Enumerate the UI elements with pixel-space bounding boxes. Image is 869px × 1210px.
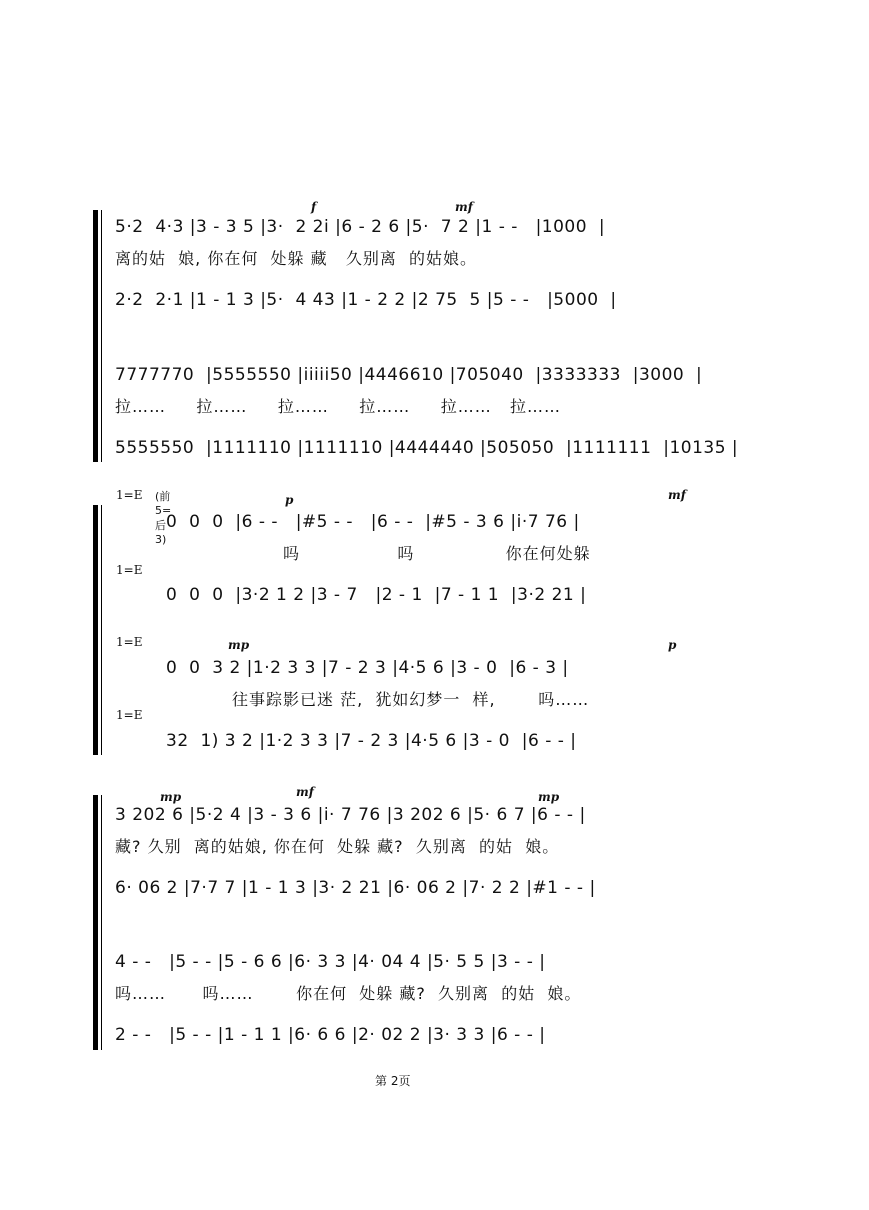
staff-line-alto: 6· 06 2 |7·7 7 |1 - 1 3 |3· 2 21 |6· 06 2 |7· 2 2 |#1 - - | xyxy=(115,878,596,898)
lyric-line: 拉…… 拉…… 拉…… 拉…… 拉…… 拉…… xyxy=(115,397,561,416)
staff-line-soprano: 0 0 0 |6 - - |#5 - - |6 - - |#5 - 3 6 |i·7 76 | xyxy=(166,512,580,532)
key-signature: 1=E xyxy=(116,488,143,502)
system-barline xyxy=(101,795,102,1050)
dynamic-mark: p xyxy=(285,493,294,507)
system-brace xyxy=(93,210,98,462)
system-barline xyxy=(101,505,102,755)
dynamic-mark: mp xyxy=(160,790,182,804)
key-signature: 1=E xyxy=(116,563,143,577)
dynamic-mark: p xyxy=(668,638,677,652)
staff-line-alto: 2·2 2·1 |1 - 1 3 |5· 4 43 |1 - 2 2 |2 75 5 |5 - - |5000 | xyxy=(115,290,617,310)
system-barline xyxy=(101,210,102,462)
lyric-line: 离的姑 娘, 你在何 处躲 藏 久别离 的姑娘。 xyxy=(115,249,478,268)
key-signature: 1=E xyxy=(116,708,143,722)
staff-line-alto: 0 0 0 |3·2 1 2 |3 - 7 |2 - 1 |7 - 1 1 |3·2 21 | xyxy=(166,585,587,605)
lyric-line: 吗…… 吗…… 你在何 处躲 藏? 久别离 的姑 娘。 xyxy=(115,984,582,1003)
system-brace xyxy=(93,795,98,1050)
dynamic-mark: mf xyxy=(668,488,686,502)
system-brace xyxy=(93,505,98,755)
transposition-hint: (前5=后3) xyxy=(155,490,172,546)
lyric-line: 往事踪影已迷 茫, 犹如幻梦一 样, 吗…… xyxy=(232,690,590,709)
dynamic-mark: f xyxy=(311,200,317,214)
staff-line-soprano: 5·2 4·3 |3 - 3 5 |3· 2 2i |6 - 2 6 |5· 7 2 |1 - - |1000 | xyxy=(115,217,606,237)
lyric-line: 吗 吗 你在何处躲 xyxy=(283,544,591,563)
lyric-line: 藏? 久别 离的姑娘, 你在何 处躲 藏? 久别离 的姑 娘。 xyxy=(115,837,560,856)
dynamic-mark: mf xyxy=(455,200,473,214)
key-signature: 1=E xyxy=(116,635,143,649)
staff-line-bass: 32 1) 3 2 |1·2 3 3 |7 - 2 3 |4·5 6 |3 - 0 |6 - - | xyxy=(166,731,577,751)
dynamic-mark: mf xyxy=(296,785,314,799)
staff-line-tenor: 7777770 |5555550 |iiiii50 |4446610 |705040 |3333333 |3000 | xyxy=(115,365,703,385)
dynamic-mark: mp xyxy=(538,790,560,804)
staff-line-bass: 2 - - |5 - - |1 - 1 1 |6· 6 6 |2· 02 2 |3· 3 3 |6 - - | xyxy=(115,1025,546,1045)
staff-line-soprano: 3 202 6 |5·2 4 |3 - 3 6 |i· 7 76 |3 202 6 |5· 6 7 |6 - - | xyxy=(115,805,586,825)
staff-line-tenor: 0 0 3 2 |1·2 3 3 |7 - 2 3 |4·5 6 |3 - 0 |6 - 3 | xyxy=(166,658,569,678)
staff-line-tenor: 4 - - |5 - - |5 - 6 6 |6· 3 3 |4· 04 4 |5· 5 5 |3 - - | xyxy=(115,952,546,972)
staff-line-bass: 5555550 |1111110 |1111110 |4444440 |505050 |1111111 |10135 | xyxy=(115,438,739,458)
dynamic-mark: mp xyxy=(228,638,250,652)
page-number: 第 2页 xyxy=(375,1074,411,1088)
